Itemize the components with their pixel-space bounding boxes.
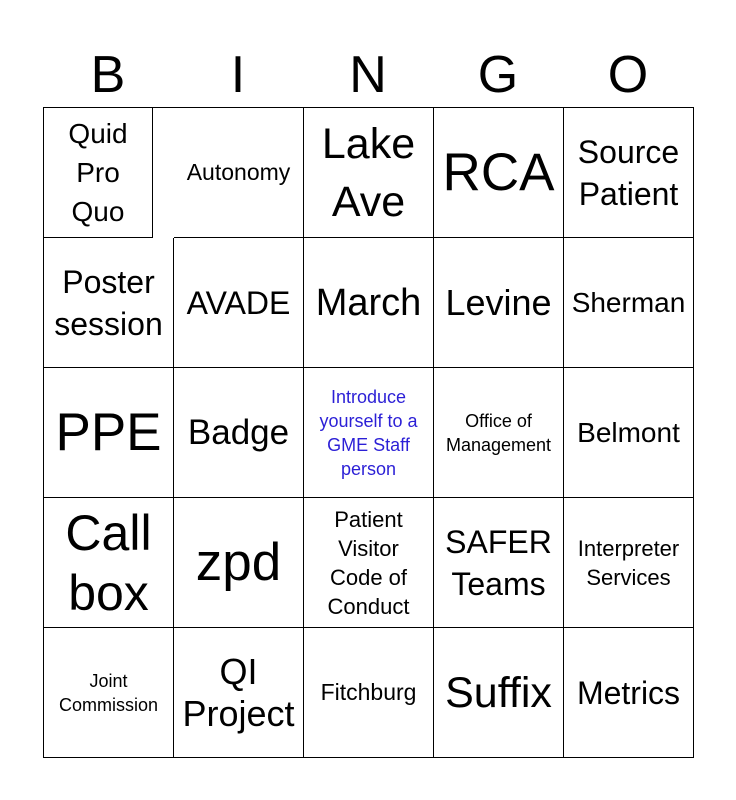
cell-text: Lake Ave xyxy=(321,119,416,226)
cell-text: Office of Management xyxy=(445,410,552,455)
bingo-board xyxy=(43,107,694,758)
cell-text: Badge xyxy=(187,412,290,452)
bingo-cell[interactable] xyxy=(174,628,304,758)
bingo-cell[interactable] xyxy=(564,498,694,628)
bingo-cell[interactable] xyxy=(434,368,564,498)
header-letter-n: N xyxy=(349,46,387,104)
cell-text: Autonomy xyxy=(186,159,291,185)
bingo-cell[interactable] xyxy=(434,498,564,628)
bingo-cell[interactable] xyxy=(44,628,174,758)
bingo-cell[interactable] xyxy=(564,628,694,758)
cell-text: Call box xyxy=(65,504,152,621)
cell-text: QI Project xyxy=(182,650,295,734)
bingo-cell[interactable] xyxy=(564,238,694,368)
bingo-cell[interactable] xyxy=(434,628,564,758)
bingo-cell[interactable] xyxy=(44,238,174,368)
cell-text: SAFER Teams xyxy=(445,523,552,602)
cell-text: Levine xyxy=(445,281,552,323)
cell-text: March xyxy=(315,281,422,324)
cell-text: RCA xyxy=(442,142,555,202)
cell-text: Fitchburg xyxy=(320,679,417,705)
cell-text: Belmont xyxy=(577,417,680,448)
bingo-cell[interactable] xyxy=(174,108,304,238)
bingo-cell[interactable] xyxy=(304,238,434,368)
cell-text: Patient Visitor Code of Conduct xyxy=(327,506,410,619)
free-space-text: Introduce yourself to a GME Staff person xyxy=(319,386,418,479)
header-letter-o: O xyxy=(607,46,649,104)
bingo-cell[interactable] xyxy=(564,368,694,498)
bingo-cell[interactable] xyxy=(564,108,694,238)
cell-text: Source Patient xyxy=(577,133,680,212)
header-letter-g: G xyxy=(477,46,519,104)
cell-text: Quid Pro Quo xyxy=(68,118,128,227)
bingo-cell[interactable] xyxy=(304,498,434,628)
bingo-cell[interactable] xyxy=(304,108,434,238)
header-letter-i: I xyxy=(230,46,246,104)
cell-text: zpd xyxy=(195,532,282,592)
cell-text: Poster session xyxy=(54,263,163,342)
bingo-cell[interactable] xyxy=(434,108,564,238)
cell-text: PPE xyxy=(55,402,162,462)
cell-text: Sherman xyxy=(571,287,686,318)
cell-text: Metrics xyxy=(576,674,681,711)
bingo-cell[interactable] xyxy=(434,238,564,368)
bingo-cell[interactable] xyxy=(44,498,174,628)
bingo-cell[interactable] xyxy=(174,498,304,628)
bingo-cell[interactable] xyxy=(304,628,434,758)
header-letter-b: B xyxy=(90,46,126,104)
bingo-cell[interactable] xyxy=(174,368,304,498)
cell-text: Joint Commission xyxy=(58,670,159,715)
bingo-cell[interactable] xyxy=(44,108,153,238)
bingo-cell[interactable] xyxy=(44,368,174,498)
cell-text: Interpreter Services xyxy=(577,535,680,590)
bingo-cell[interactable] xyxy=(174,238,304,368)
cell-text: Suffix xyxy=(445,668,552,717)
free-space-cell[interactable] xyxy=(304,368,434,498)
bingo-header xyxy=(43,44,693,106)
cell-text: AVADE xyxy=(186,284,291,321)
